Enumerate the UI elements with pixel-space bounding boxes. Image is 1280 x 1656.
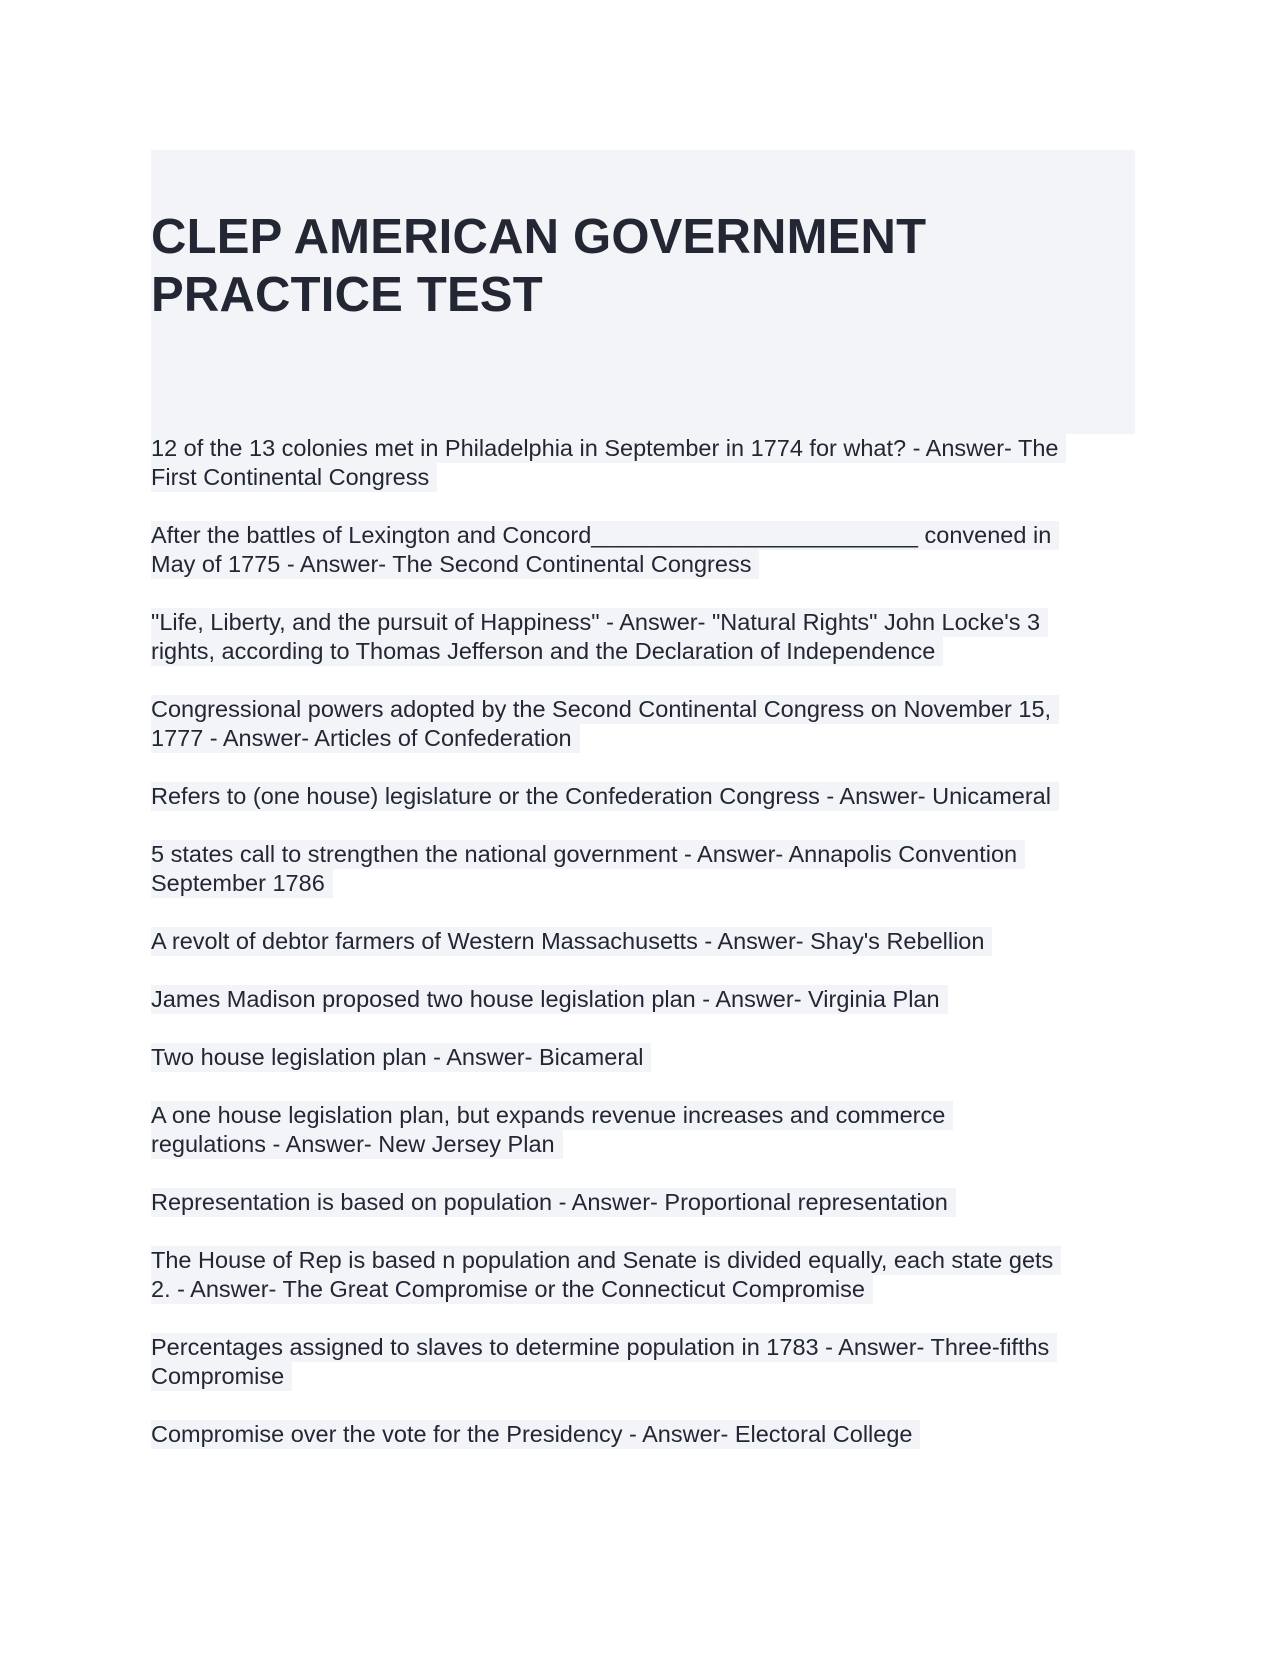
qa-item-line: James Madison proposed two house legislation plan - Answer- Virginia Plan xyxy=(151,985,948,1014)
qa-item-line: Compromise xyxy=(151,1362,292,1391)
qa-item-line: After the battles of Lexington and Concord_________________________ convened in xyxy=(151,521,1059,550)
qa-item-line: 5 states call to strengthen the national government - Answer- Annapolis Convention xyxy=(151,840,1025,869)
qa-item-9 xyxy=(151,1043,1135,1072)
qa-item-line: Compromise over the vote for the Presidency - Answer- Electoral College xyxy=(151,1420,920,1449)
qa-item-8 xyxy=(151,985,1135,1014)
qa-item-line: regulations - Answer- New Jersey Plan xyxy=(151,1130,563,1159)
qa-item-line: 1777 - Answer- Articles of Confederation xyxy=(151,724,580,753)
document-page xyxy=(151,150,1135,1478)
qa-item-line: A one house legislation plan, but expands revenue increases and commerce xyxy=(151,1101,953,1130)
qa-item-line: "Life, Liberty, and the pursuit of Happiness" - Answer- "Natural Rights" John Locke's 3 xyxy=(151,608,1048,637)
qa-item-line: Refers to (one house) legislature or the Confederation Congress - Answer- Unicameral xyxy=(151,782,1059,811)
qa-item-line: 12 of the 13 colonies met in Philadelphia in September in 1774 for what? - Answer- The xyxy=(151,434,1066,463)
qa-item-line: September 1786 xyxy=(151,869,333,898)
qa-item-6 xyxy=(151,840,1135,898)
qa-item-line: May of 1775 - Answer- The Second Continental Congress xyxy=(151,550,759,579)
qa-list xyxy=(151,434,1135,1449)
qa-item-line: First Continental Congress xyxy=(151,463,437,492)
qa-item-5 xyxy=(151,782,1135,811)
page-title xyxy=(151,208,1135,324)
qa-item-14 xyxy=(151,1420,1135,1449)
qa-item-1 xyxy=(151,434,1135,492)
qa-item-10 xyxy=(151,1101,1135,1159)
qa-item-4 xyxy=(151,695,1135,753)
title-line-1: CLEP AMERICAN GOVERNMENT xyxy=(151,210,927,264)
qa-item-line: Congressional powers adopted by the Second Continental Congress on November 15, xyxy=(151,695,1059,724)
qa-item-3 xyxy=(151,608,1135,666)
qa-item-line: Percentages assigned to slaves to determine population in 1783 - Answer- Three-fifths xyxy=(151,1333,1057,1362)
qa-item-line: 2. - Answer- The Great Compromise or the Connecticut Compromise xyxy=(151,1275,873,1304)
qa-item-line: Representation is based on population - Answer- Proportional representation xyxy=(151,1188,956,1217)
qa-item-line: Two house legislation plan - Answer- Bicameral xyxy=(151,1043,651,1072)
qa-item-7 xyxy=(151,927,1135,956)
qa-item-line: rights, according to Thomas Jefferson and the Declaration of Independence xyxy=(151,637,943,666)
qa-item-11 xyxy=(151,1188,1135,1217)
qa-item-13 xyxy=(151,1333,1135,1391)
qa-item-line: The House of Rep is based n population and Senate is divided equally, each state gets xyxy=(151,1246,1061,1275)
title-block xyxy=(151,150,1135,434)
title-line-2: PRACTICE TEST xyxy=(151,268,543,322)
qa-item-line: A revolt of debtor farmers of Western Massachusetts - Answer- Shay's Rebellion xyxy=(151,927,992,956)
qa-item-2 xyxy=(151,521,1135,579)
qa-item-12 xyxy=(151,1246,1135,1304)
